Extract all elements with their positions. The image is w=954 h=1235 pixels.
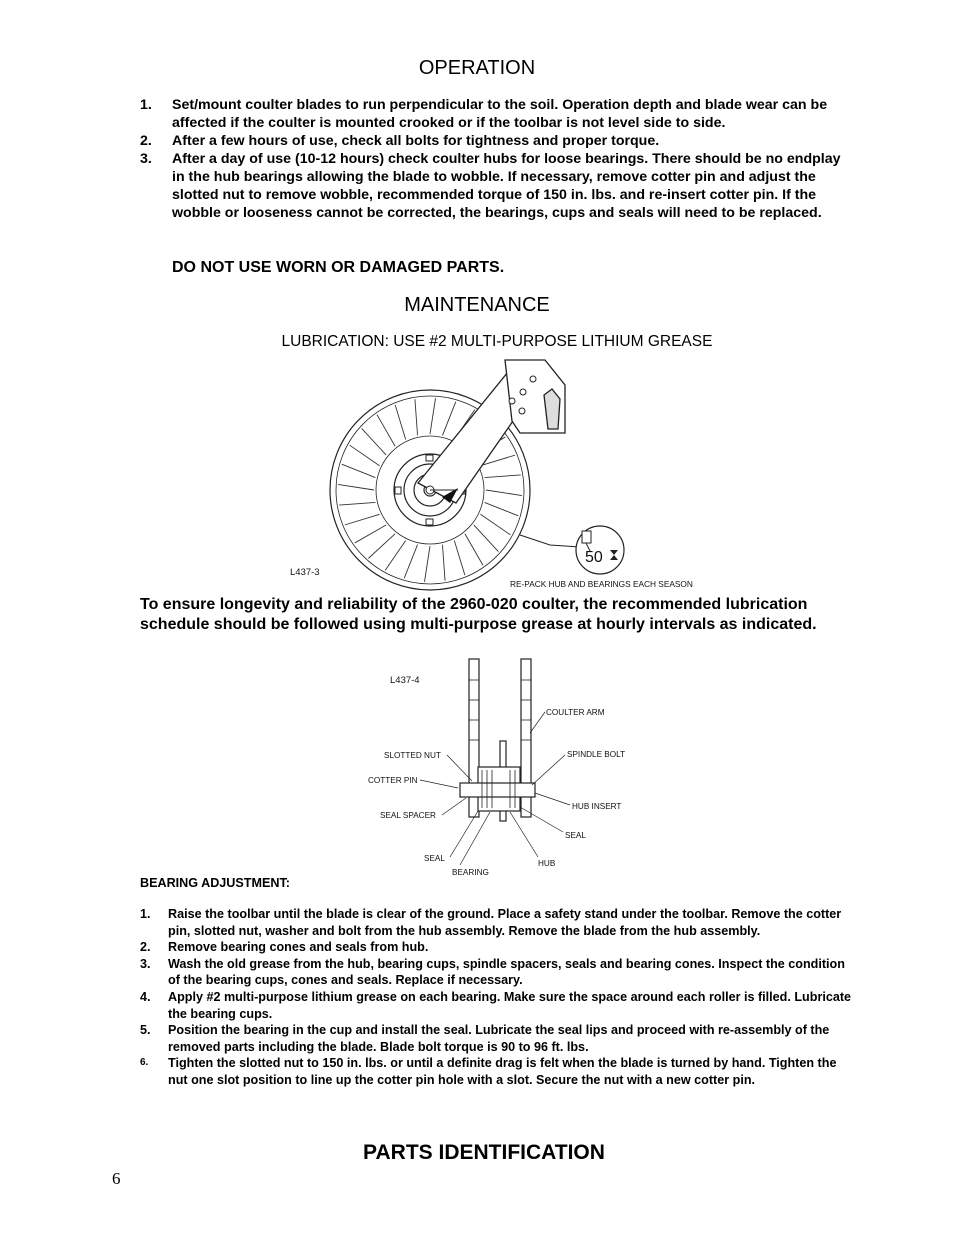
list-item <box>140 906 855 939</box>
blade-spoke <box>362 428 387 455</box>
list-item <box>140 989 855 1022</box>
blade-spoke <box>480 514 510 535</box>
blade-spoke <box>485 475 521 478</box>
hub-insert-label: HUB INSERT <box>572 802 622 811</box>
list-text: Set/mount coulter blades to run perpendicular to the soil. Operation depth and blade wear can be affected if the coulter is mounted crooked or if the toolbar is not level side to side. <box>172 97 828 131</box>
blade-spoke <box>339 502 375 505</box>
list-item <box>140 956 855 989</box>
blade-spoke <box>377 415 395 446</box>
bearing-adjustment-heading: BEARING ADJUSTMENT: <box>140 876 290 890</box>
list-number: 2. <box>140 133 152 149</box>
list-item <box>140 150 855 222</box>
maintenance-heading: MAINTENANCE <box>404 294 550 316</box>
list-number: 6. <box>140 1057 149 1069</box>
blade-spoke <box>404 545 417 579</box>
list-text: After a few hours of use, check all bolts for tightness and proper torque. <box>172 133 660 149</box>
list-text: Remove bearing cones and seals from hub. <box>168 940 429 955</box>
seal-spacer-label: SEAL SPACER <box>380 811 436 820</box>
lubrication-note: LUBRICATION: USE #2 MULTI-PURPOSE LITHIUM GREASE <box>281 333 713 350</box>
blade-spoke <box>424 546 430 582</box>
list-text: Wash the old grease from the hub, bearing cups, spindle spacers, seals and bearing cones. Inspect the condition of the bearing cups, cones and seals. Replace if necessary. <box>168 956 845 988</box>
blade-spoke <box>355 525 386 543</box>
figure-caption: RE-PACK HUB AND BEARINGS EACH SEASON <box>510 579 693 589</box>
list-text: Raise the toolbar until the blade is clear of the ground. Place a safety stand under the toolbar. Remove the cotter pin, slotted nut, washer and bolt from the hub assembly. Remove the blade from the hub assembly. <box>168 907 842 938</box>
hub-cross-section-figure <box>360 655 650 880</box>
parts-identification-heading: PARTS IDENTIFICATION <box>363 1141 605 1164</box>
list-item <box>140 939 855 956</box>
list-item <box>140 132 855 150</box>
list-text: Tighten the slotted nut to 150 in. lbs. or until a definite drag is felt when the blade is turned by hand. Tighten the nut one slot position to line up the cotter pin hole with a slot. Secure the nut with a new cotter pin. <box>168 1056 837 1087</box>
blade-spoke <box>486 490 522 496</box>
list-text: Position the bearing in the cup and install the seal. Lubricate the seal lips and proceed with re-assembly of the removed parts including the blade. Blade bolt torque is 90 to 96 ft. lbs. <box>168 1023 830 1054</box>
list-number: 5. <box>140 1023 151 1038</box>
list-number: 3. <box>140 151 152 167</box>
slotted-nut-label: SLOTTED NUT <box>384 751 441 760</box>
blade-spoke <box>415 399 418 435</box>
blade-spoke <box>395 405 406 440</box>
bearing-label: BEARING <box>452 868 489 877</box>
blade-spoke <box>350 445 380 466</box>
list-text: After a day of use (10-12 hours) check coulter hubs for loose bearings. There should be no endplay in the hub bearings allowing the blade to wobble. If necessary, remove cotter pin and adjust the slotted nut to remove wobble, recommended torque of 150 in. lbs. and re-insert cotter pin. If the wobble or looseness cannot be corrected, the bearings, cups and seals will need to be replaced. <box>172 151 841 221</box>
blade-spoke <box>430 398 436 434</box>
blade-spoke <box>454 540 465 575</box>
list-number: 1. <box>140 907 151 921</box>
coulter-arm-label: COULTER ARM <box>546 708 605 717</box>
blade-spoke <box>345 514 380 525</box>
list-number: 2. <box>140 940 151 955</box>
seal-label-right: SEAL <box>565 831 586 840</box>
bearing-adjustment-list <box>140 906 855 1089</box>
list-number: 1. <box>140 97 152 113</box>
coulter-blade-figure <box>280 355 740 595</box>
page-number: 6 <box>112 1169 121 1188</box>
blade-spoke <box>338 484 374 490</box>
cotter-pin-label: COTTER PIN <box>368 776 418 785</box>
list-item <box>140 1022 855 1055</box>
grease-interval-value: 50 <box>585 549 603 566</box>
list-item <box>140 1055 855 1088</box>
blade-spoke <box>385 540 406 570</box>
figure-id-label: L437-3 <box>290 567 320 578</box>
list-text: Apply #2 multi-purpose lithium grease on each bearing. Make sure the space around each roller is filled. Lubricate the bearing cups. <box>168 989 852 1021</box>
warning-text: DO NOT USE WORN OR DAMAGED PARTS. <box>172 259 505 276</box>
list-number: 3. <box>140 956 151 971</box>
figure-id-label: L437-4 <box>390 675 420 686</box>
blade-spoke <box>442 402 455 436</box>
blade-spoke <box>465 534 483 565</box>
lubrication-paragraph: To ensure longevity and reliability of the 2960-020 coulter, the recommended lubrication schedule should be followed using multi-purpose grease at hourly intervals as indicated. <box>140 596 817 633</box>
hub-label: HUB <box>538 859 556 868</box>
operation-heading: OPERATION <box>418 57 536 79</box>
blade-spoke <box>342 464 376 477</box>
seal-label-left: SEAL <box>424 854 445 863</box>
blade-spoke <box>474 525 499 552</box>
blade-spoke <box>368 534 395 559</box>
list-item <box>140 96 855 132</box>
blade-spoke <box>442 545 445 581</box>
spindle-bolt-label: SPINDLE BOLT <box>567 750 626 759</box>
operation-list <box>140 96 855 222</box>
list-number: 4. <box>140 989 151 1004</box>
blade-spoke <box>485 502 519 515</box>
